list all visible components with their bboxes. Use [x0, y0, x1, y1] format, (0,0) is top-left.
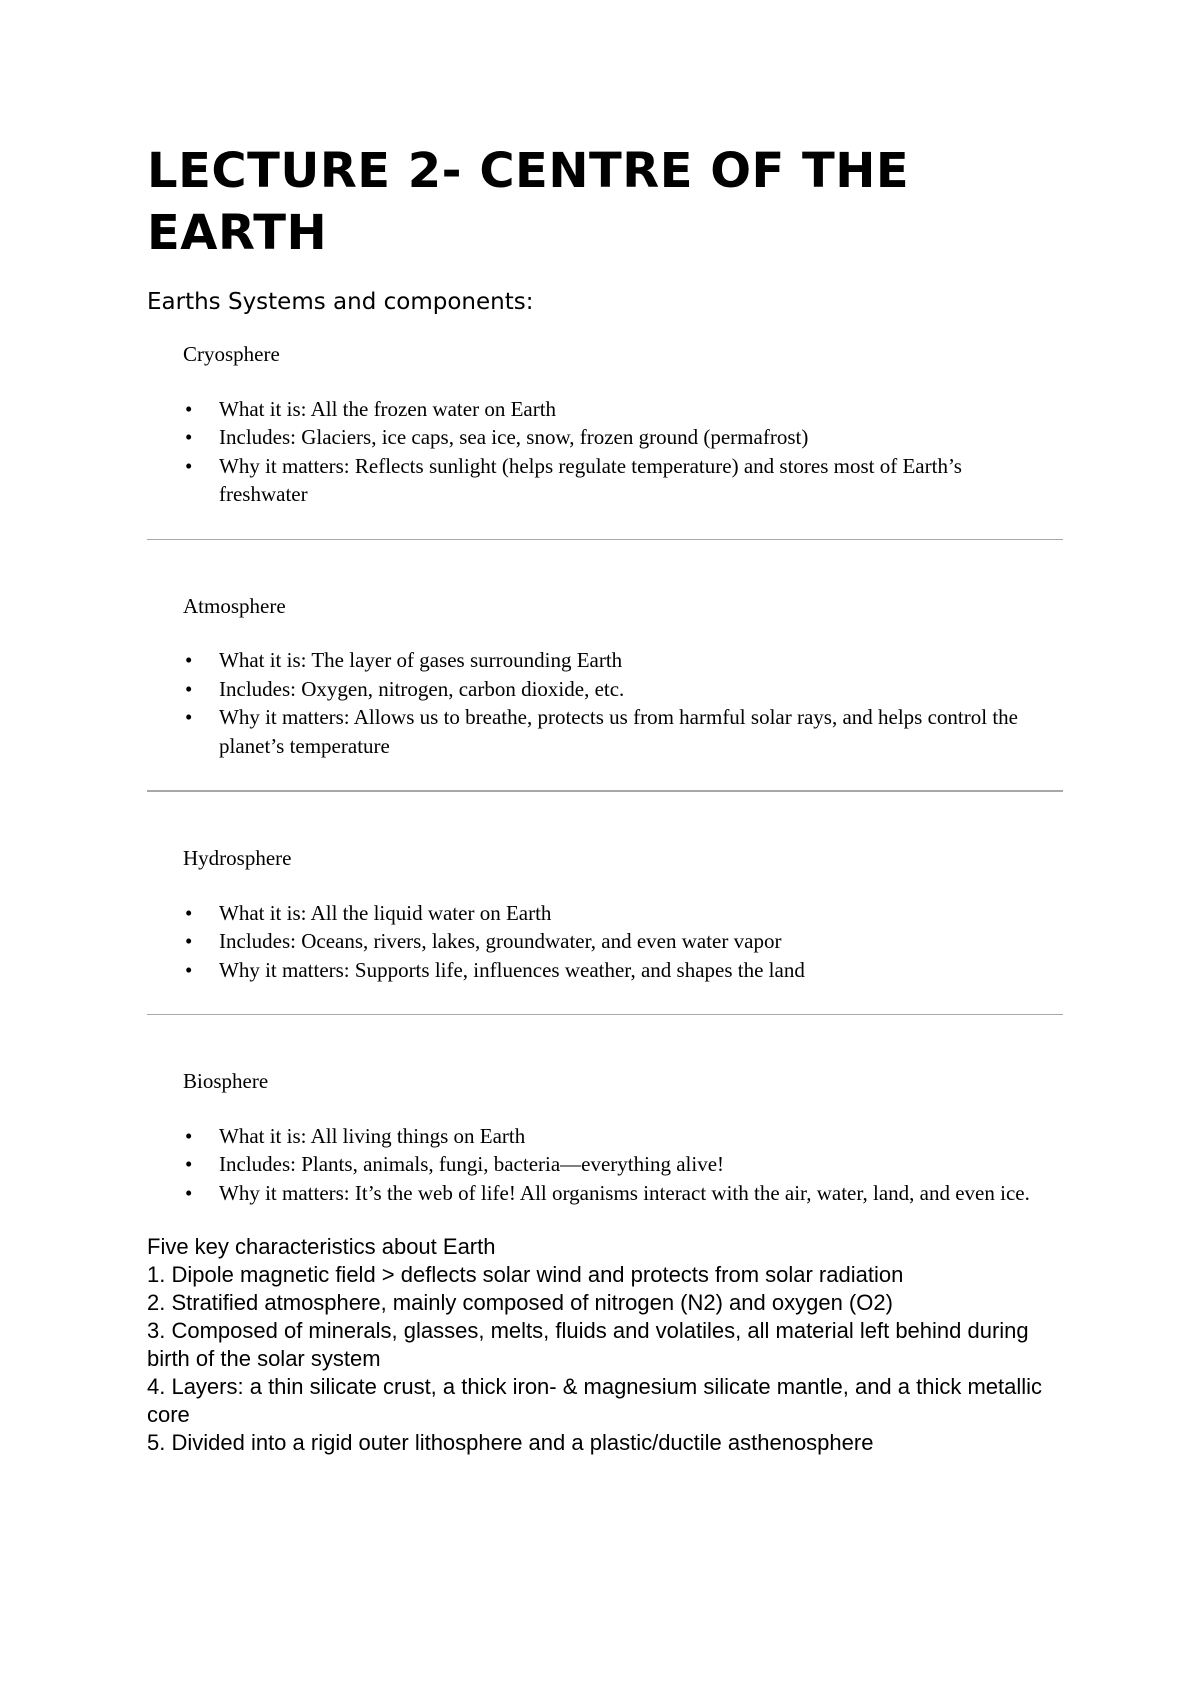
section-hydrosphere	[147, 844, 1063, 984]
list-item: • Why it matters: It’s the web of life! All organisms interact with the air, water, land, and even ice.	[147, 1179, 1063, 1208]
list-item: • Includes: Oceans, rivers, lakes, groundwater, and even water vapor	[147, 927, 1063, 956]
section-cryosphere	[147, 340, 1063, 509]
section-heading: Hydrosphere	[183, 846, 292, 870]
characteristic-line: 2. Stratified atmosphere, mainly composed of nitrogen (N2) and oxygen (O2)	[147, 1290, 893, 1315]
document-page	[147, 140, 1063, 1457]
characteristic-line: 3. Composed of minerals, glasses, melts, fluids and volatiles, all material left behind during	[147, 1318, 1029, 1343]
bullet-icon: •	[185, 705, 193, 729]
page-title: LECTURE 2- CENTRE OF THE EARTH	[147, 143, 910, 261]
list-item: • Includes: Glaciers, ice caps, sea ice, snow, frozen ground (permafrost)	[147, 423, 1063, 452]
characteristic-line: 4. Layers: a thin silicate crust, a thick iron- & magnesium silicate mantle, and a thick metallic core	[147, 1374, 1043, 1427]
bullet-list	[147, 1122, 1063, 1208]
characteristic-line: 5. Divided into a rigid outer lithosphere and a plastic/ductile asthenosphere	[147, 1430, 874, 1455]
section-divider	[147, 790, 1063, 792]
section-divider	[147, 1014, 1063, 1015]
key-characteristics	[147, 1233, 1063, 1457]
bullet-list	[147, 646, 1063, 760]
section-biosphere	[147, 1067, 1063, 1207]
bullet-icon: •	[185, 929, 193, 953]
bullet-icon: •	[185, 396, 193, 421]
section-atmosphere	[147, 592, 1063, 761]
list-item: • What it is: The layer of gases surrounding Earth	[147, 646, 1063, 675]
section-heading: Cryosphere	[183, 342, 280, 366]
bullet-icon: •	[185, 425, 193, 449]
bullet-icon: •	[185, 1123, 193, 1148]
section-heading: Biosphere	[183, 1069, 269, 1093]
list-item: • Includes: Plants, animals, fungi, bacteria—everything alive!	[147, 1150, 1063, 1179]
section-heading: Atmosphere	[183, 593, 286, 618]
list-item: • What it is: All the frozen water on Earth	[147, 395, 1063, 424]
bullet-icon: •	[185, 1152, 193, 1176]
bullet-icon: •	[185, 676, 193, 701]
section-divider	[147, 539, 1063, 540]
characteristic-line: 1. Dipole magnetic field > deflects solar wind and protects from solar radiation	[147, 1262, 904, 1287]
list-item: • What it is: All living things on Earth	[147, 1122, 1063, 1151]
list-item: • What it is: All the liquid water on Earth	[147, 899, 1063, 928]
page-subtitle: Earths Systems and components:	[147, 289, 534, 315]
bullet-icon: •	[185, 453, 193, 478]
characteristic-line: birth of the solar system	[147, 1346, 381, 1371]
list-item: • Why it matters: Supports life, influences weather, and shapes the land	[147, 956, 1063, 985]
bullet-list	[147, 899, 1063, 985]
bullet-icon: •	[185, 900, 193, 925]
bullet-list	[147, 395, 1063, 509]
list-item: • Includes: Oxygen, nitrogen, carbon dioxide, etc.	[147, 675, 1063, 704]
bullet-icon: •	[185, 648, 193, 672]
list-item: • Why it matters: Allows us to breathe, protects us from harmful solar rays, and helps control the planet’s temperature	[185, 705, 1018, 758]
list-item: • Why it matters: Reflects sunlight (helps regulate temperature) and stores most of Earth’s freshwater	[185, 453, 962, 506]
bullet-icon: •	[185, 1180, 193, 1205]
characteristics-heading: Five key characteristics about Earth	[147, 1234, 496, 1259]
bullet-icon: •	[185, 957, 193, 982]
